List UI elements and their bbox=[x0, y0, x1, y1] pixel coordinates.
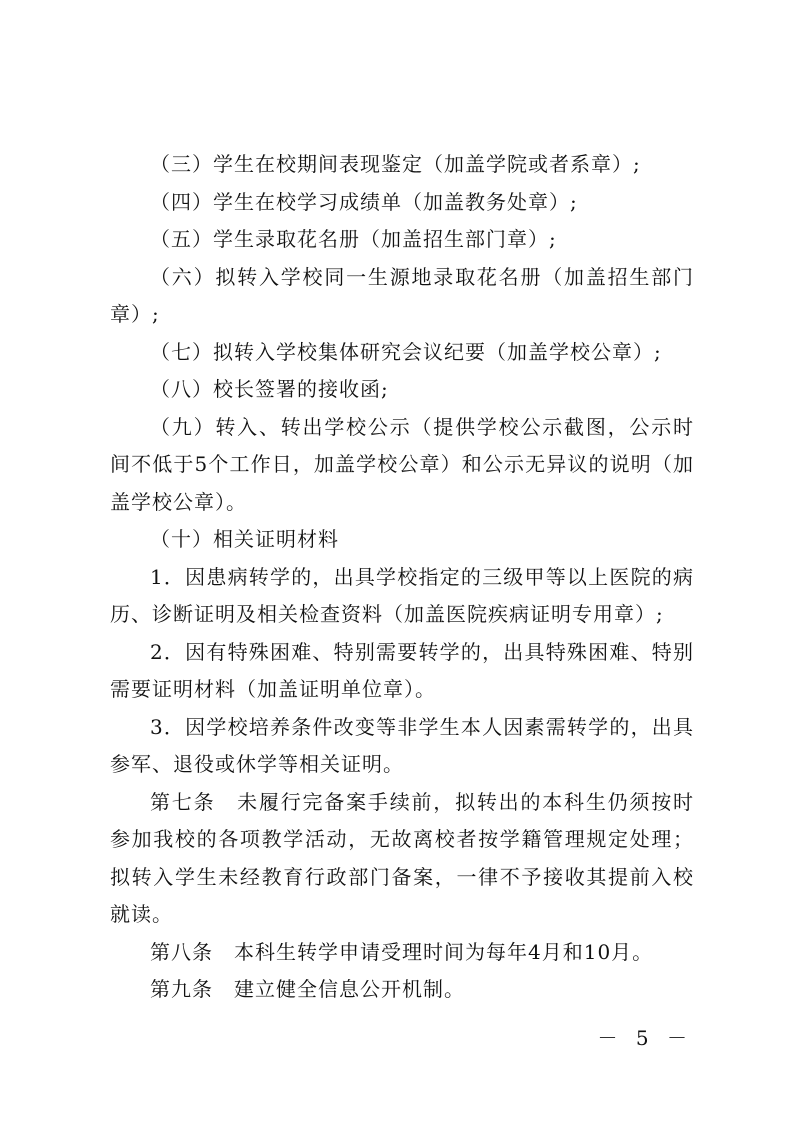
paragraph-item-3-transcript-appraisal: （三）学生在校期间表现鉴定（加盖学院或者系章）; bbox=[150, 152, 641, 176]
paragraph-article-9: 第九条 建立健全信息公开机制。 bbox=[150, 977, 465, 1001]
paragraph-item-4-grade-report: （四）学生在校学习成绩单（加盖教务处章）; bbox=[150, 189, 578, 214]
paragraph-item-6-same-source-roster: （六）拟转入学校同一生源地录取花名册（加盖招生部门章）; bbox=[110, 264, 694, 326]
paragraph-article-7: 第七条 未履行完备案手续前，拟转出的本科生仍须按时参加我校的各项教学活动，无故离校者按学籍管理规定处理；拟转入学生未经教育行政部门备案，一律不予接收其提前入校就读。 bbox=[110, 789, 694, 926]
paragraph-item-5-admission-roster: （五）学生录取花名册（加盖招生部门章）; bbox=[150, 227, 557, 251]
paragraph-article-8: 第八条 本科生转学申请受理时间为每年4月和10月。 bbox=[150, 939, 654, 964]
paragraph-item-9-public-notice: （九）转入、转出学校公示（提供学校公示截图，公示时间不低于5个工作日，加盖学校公章）和公示无异议的说明（加盖学校公章）。 bbox=[110, 414, 694, 514]
paragraph-sub-1-illness: 1．因患病转学的，出具学校指定的三级甲等以上医院的病历、诊断证明及相关检查资料（加盖医院疾病证明专用章）; bbox=[110, 564, 694, 626]
paragraph-sub-3-school-conditions: 3．因学校培养条件改变等非学生本人因素需转学的，出具参军、退役或休学等相关证明。 bbox=[110, 714, 694, 776]
page-number: － 5 － bbox=[597, 1026, 693, 1050]
paragraph-item-8-acceptance-letter: （八）校长签署的接收函; bbox=[150, 377, 389, 401]
document-body bbox=[110, 146, 694, 1009]
paragraph-item-7-meeting-minutes: （七）拟转入学校集体研究会议纪要（加盖学校公章）; bbox=[150, 339, 662, 364]
paragraph-item-10-supporting-materials: （十）相关证明材料 bbox=[150, 527, 339, 551]
paragraph-sub-2-special-difficulty: 2．因有特殊困难、特别需要转学的，出具特殊困难、特别需要证明材料（加盖证明单位章）。 bbox=[110, 639, 694, 701]
